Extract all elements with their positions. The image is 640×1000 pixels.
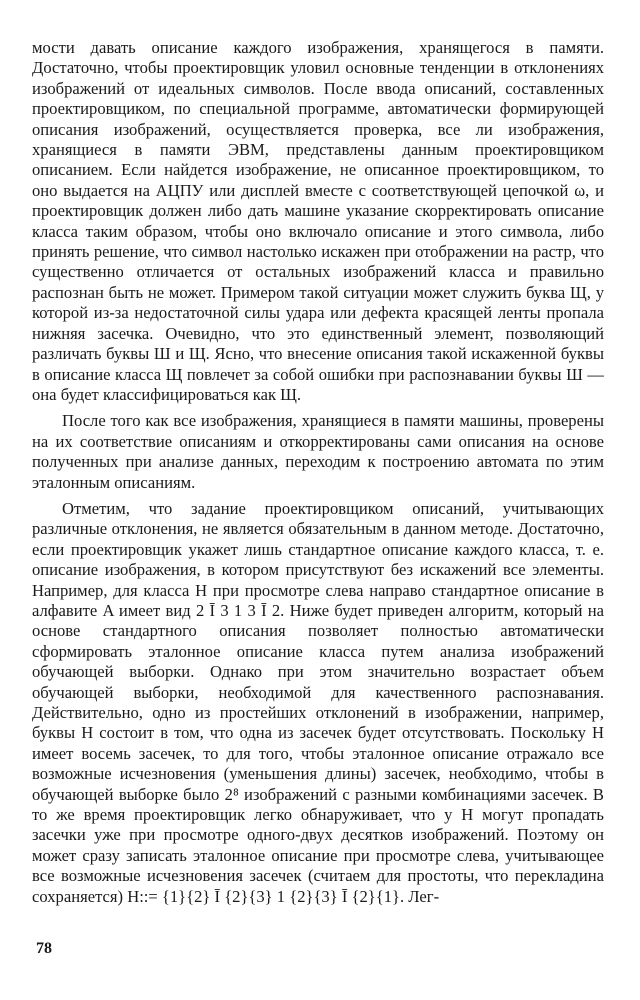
paragraph-2: После того как все изображения, хранящиеся в памяти машины, проверены на их соответствие описаниям и откорректированы сами описания на основе полученных при анализе данных, переходим к построению автомата по этим эталонным описаниям.: [32, 411, 604, 492]
paragraph-1: мости давать описание каждого изображения, хранящегося в памяти. Достаточно, чтобы проектировщик уловил основные тенденции в отклонениях изображений от идеальных символов. После ввода описаний, составленных проектировщиком, по специальной программе, автоматически формирующей описания изображений, осуществляется проверка, все ли изображения, хранящиеся в памяти ЭВМ, представлены данным проектировщиком описанием. Если найдется изображение, не описанное проектировщиком, то оно выдается на АЦПУ или дисплей вместе с соответствующей цепочкой ω, и проектировщик должен либо дать машине указание скорректировать описание класса таким образом, чтобы оно включало описание и этого символа, либо принять решение, что символ настолько искажен при отображении на растр, что существенно отличается от остальных изображений класса и правильно распознан быть не может. Примером такой ситуации может служить буква Щ, у которой из-за недостаточной силы удара или дефекта красящей ленты пропала нижняя засечка. Очевидно, что это единственный элемент, позволяющий различать буквы Ш и Щ. Ясно, что внесение описания такой искаженной буквы в описание класса Щ повлечет за собой ошибки при распознавании буквы Ш — она будет классифицироваться как Щ.: [32, 38, 604, 404]
page-body: [32, 38, 604, 907]
paragraph-3: Отметим, что задание проектировщиком описаний, учитывающих различные отклонения, не является обязательным в данном методе. Достаточно, если проектировщик укажет лишь стандартное описание каждого класса, т. е. описание изображения, в котором присутствуют без искажений все элементы. Например, для класса H при просмотре слева направо стандартное описание в алфавите A имеет вид 2 Ī 3 1 3 Ī 2. Ниже будет приведен алгоритм, который на основе стандартного описания позволяет полностью автоматически сформировать эталонное описание класса путем анализа изображений обучающей выборки. Однако при этом значительно возрастает объем обучающей выборки, необходимой для качественного распознавания. Действительно, одно из простейших отклонений в изображении, например, буквы Н состоит в том, что одна из засечек будет отсутствовать. Поскольку Н имеет восемь засечек, то для того, чтобы эталонное описание отражало все возможные исчезновения (уменьшения длины) засечек, необходимо, чтобы в обучающей выборке было 2⁸ изображений с разными комбинациями засечек. В то же время проектировщик легко обнаруживает, что у Н могут пропадать засечки уже при просмотре одного-двух десятков изображений. Поэтому он может сразу записать эталонное описание при просмотре слева, учитывающее все возможные исчезновения засечек (считаем для простоты, что перекладина сохраняется) Н::= {1}{2} Ī {2}{3} 1 {2}{3} Ī {2}{1}. Лег-: [32, 498, 604, 906]
page-number: 78: [36, 940, 52, 957]
